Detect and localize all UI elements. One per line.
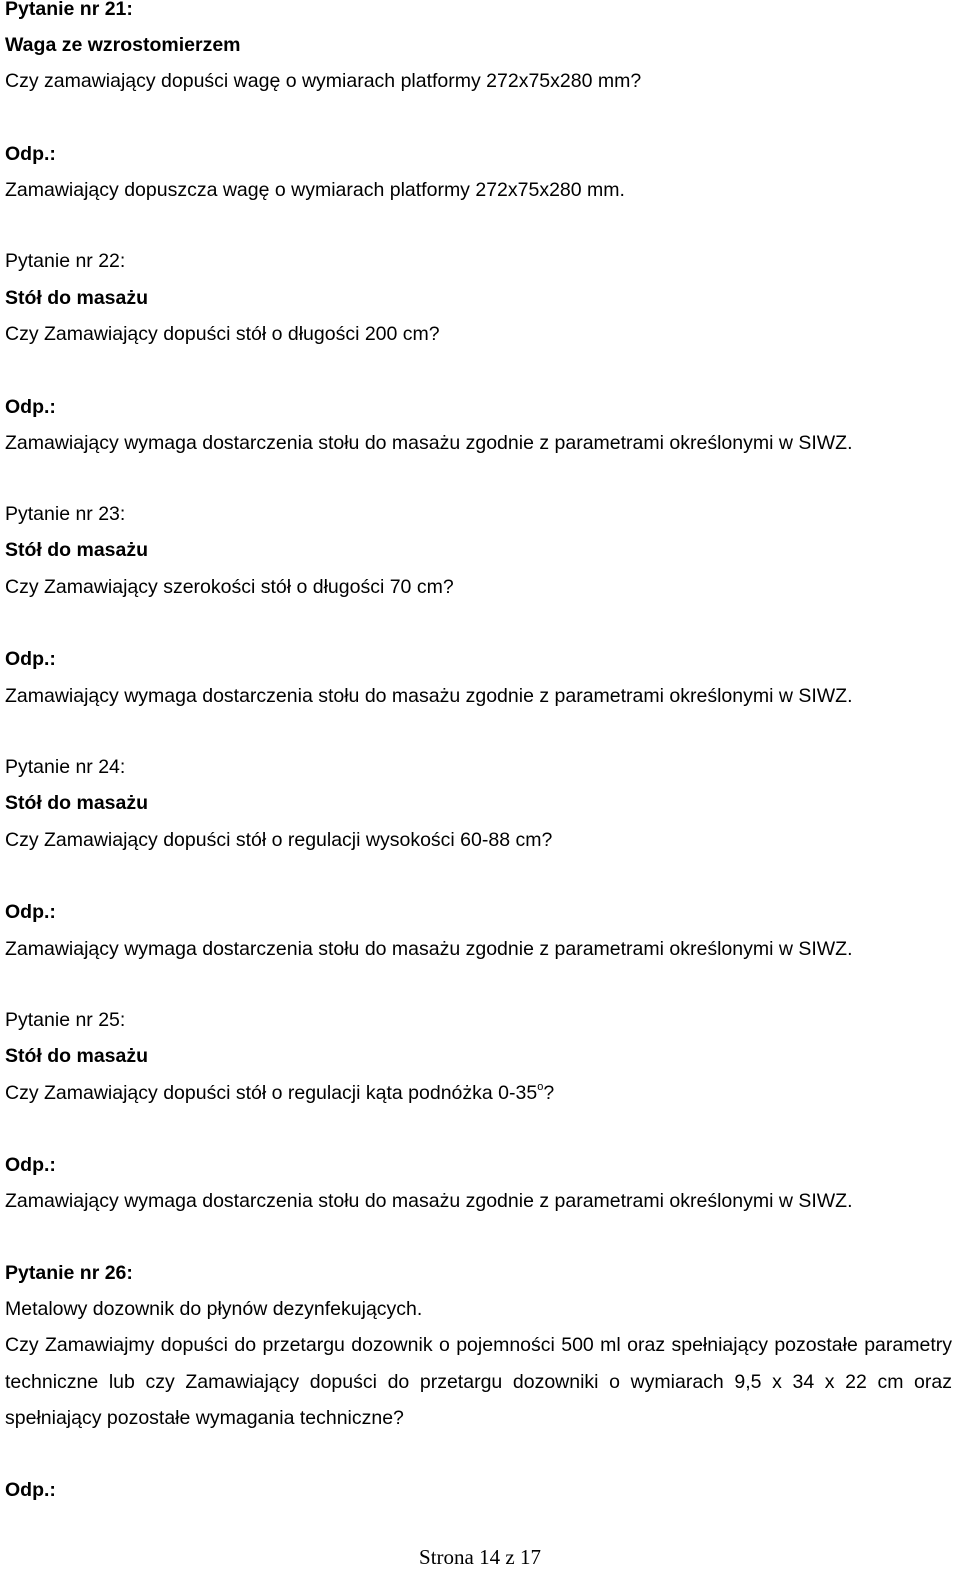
answer-21-label: Odp.:	[5, 143, 56, 165]
question-24-header: Pytanie nr 24:	[5, 756, 126, 778]
question-25-header: Pytanie nr 25:	[5, 1009, 126, 1031]
question-25-subject: Stół do masażu	[5, 1045, 149, 1067]
question-24-text: Czy Zamawiający dopuści stół o regulacji wysokości 60-88 cm?	[5, 829, 553, 851]
answer-26-label: Odp.:	[5, 1479, 56, 1501]
question-21-text: Czy zamawiający dopuści wagę o wymiarach platformy 272x75x280 mm?	[5, 70, 642, 92]
answer-22-label: Odp.:	[5, 396, 56, 418]
question-26-subject: Metalowy dozownik do płynów dezynfekujących.	[5, 1298, 423, 1320]
page-number: Strona 14 z 17	[419, 1545, 541, 1569]
degree-superscript: o	[537, 1081, 544, 1093]
question-22-subject: Stół do masażu	[5, 287, 149, 309]
question-23-header: Pytanie nr 23:	[5, 503, 126, 525]
answer-21-text: Zamawiający dopuszcza wagę o wymiarach platformy 272x75x280 mm.	[5, 179, 625, 201]
question-25-text-main: Czy Zamawiający dopuści stół o regulacji kąta podnóżka 0-35	[5, 1082, 538, 1104]
answer-24-label: Odp.:	[5, 901, 56, 923]
question-26-text: Czy Zamawiajmy dopuści do przetargu dozownik o pojemności 500 ml oraz spełniający pozostałe parametry techniczne lub czy Zamawiający dopuści do przetargu dozowniki o wymiarach 9,5 x 34 x 22 cm oraz spełniający pozostałe wymagania techniczne?	[5, 1334, 952, 1429]
answer-25-text: Zamawiający wymaga dostarczenia stołu do masażu zgodnie z parametrami określonymi w SIWZ.	[5, 1190, 853, 1212]
question-24-subject: Stół do masażu	[5, 792, 149, 814]
question-22-header: Pytanie nr 22:	[5, 250, 126, 272]
answer-22-text: Zamawiający wymaga dostarczenia stołu do masażu zgodnie z parametrami określonymi w SIWZ.	[5, 432, 853, 454]
question-26-header: Pytanie nr 26:	[5, 1262, 133, 1284]
question-21-subject: Waga ze wzrostomierzem	[5, 34, 241, 56]
answer-23-text: Zamawiający wymaga dostarczenia stołu do masażu zgodnie z parametrami określonymi w SIWZ.	[5, 685, 853, 707]
question-21-header: Pytanie nr 21:	[5, 0, 133, 20]
question-25-text	[5, 1081, 554, 1105]
question-22-text: Czy Zamawiający dopuści stół o długości 200 cm?	[5, 323, 440, 345]
question-23-text: Czy Zamawiający szerokości stół o długości 70 cm?	[5, 576, 454, 598]
answer-23-label: Odp.:	[5, 648, 56, 670]
answer-24-text: Zamawiający wymaga dostarczenia stołu do masażu zgodnie z parametrami określonymi w SIWZ.	[5, 938, 853, 960]
question-23-subject: Stół do masażu	[5, 539, 149, 561]
question-25-text-end: ?	[543, 1082, 555, 1104]
answer-25-label: Odp.:	[5, 1154, 56, 1176]
